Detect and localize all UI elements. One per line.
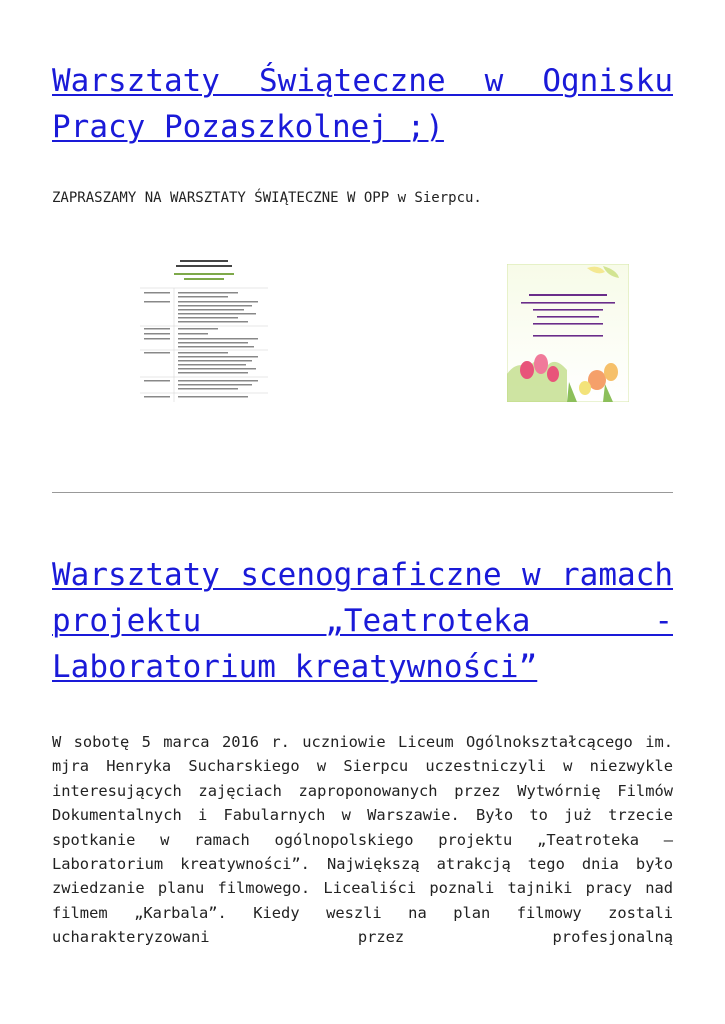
attachment-thumbnails (140, 252, 640, 412)
post-title-link[interactable]: Warsztaty scenograficzne w ramach projektu „Teatroteka - Laboratorium kreatywności” (52, 557, 673, 685)
workshop-flyer-thumbnail[interactable] (507, 264, 629, 402)
post-title-link[interactable]: Warsztaty Świąteczne w Ognisku Pracy Pozaszkolnej ;) (52, 63, 673, 145)
post-excerpt: ZAPRASZAMY NA WARSZTATY ŚWIĄTECZNE W OPP w Sierpcu. (52, 190, 482, 206)
regulations-document-thumbnail[interactable] (140, 256, 268, 402)
post-separator (52, 492, 673, 493)
post-excerpt: W sobotę 5 marca 2016 r. uczniowie Liceum Ogólnokształcącego im. mjra Henryka Sucharskiego w Sierpcu uczestniczyli w niezwykle interesujących zajęciach zaproponowanych przez Wytwórnię Filmów Dokumentalnych i Fabularnych w Warszawie. Było to już trzecie spotkanie w ramach ogólnopolskiego projektu „Teatroteka – Laboratorium kreatywności”. Największą atrakcją tego dnia było zwiedzanie planu filmowego. Licealiści poznali tajniki pracy nad filmem „Karbala”. Kiedy weszli na plan filmowy zostali ucharakteryzowani przez profesjonalną (52, 733, 673, 947)
